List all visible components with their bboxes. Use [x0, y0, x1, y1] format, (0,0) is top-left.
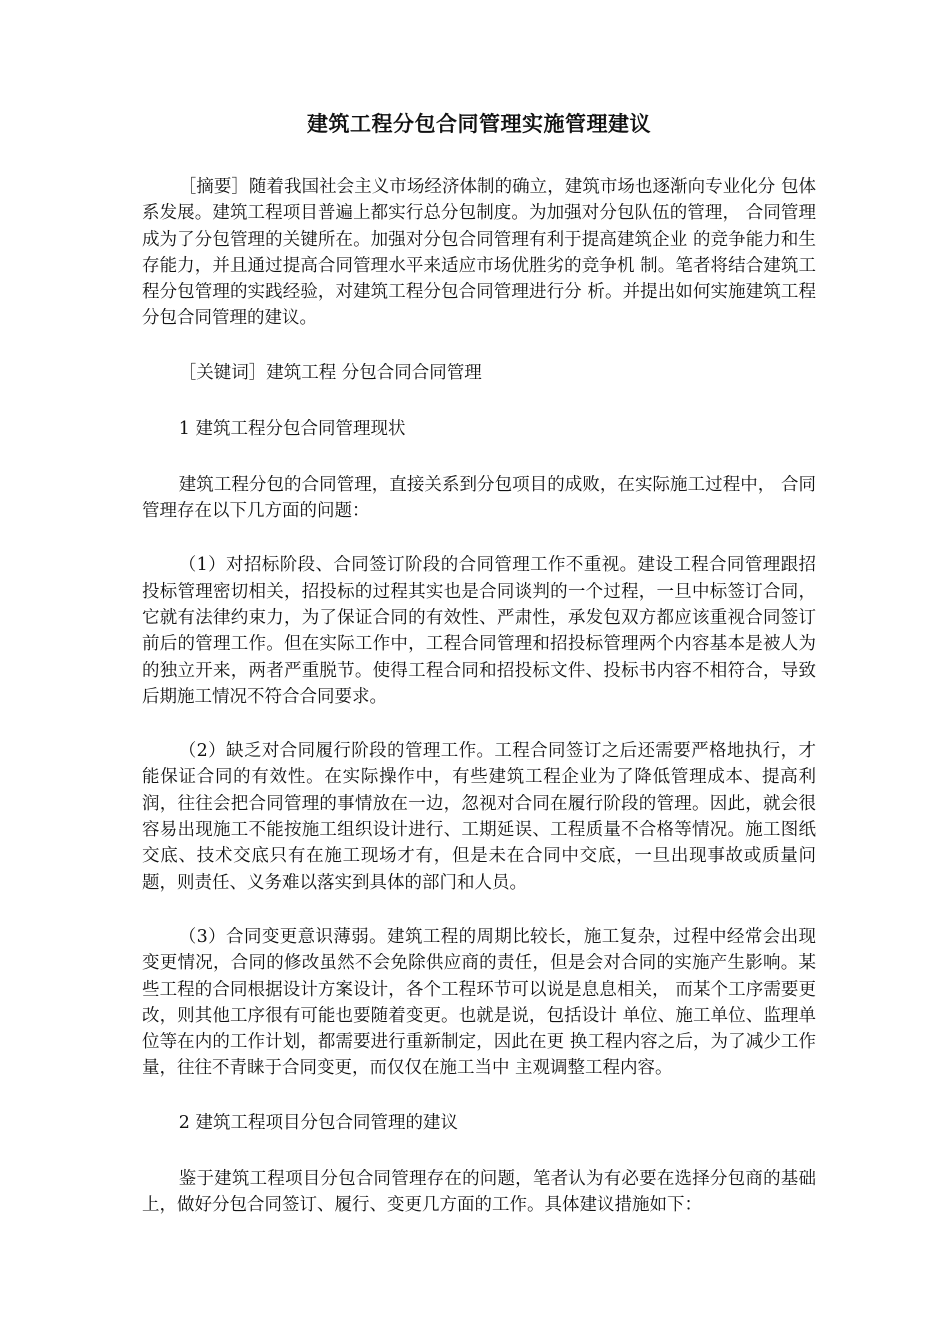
section-2-heading: 2 建筑工程项目分包合同管理的建议	[178, 1112, 458, 1133]
document-body	[142, 108, 816, 1246]
keywords-line: ［关键词］建筑工程 分包合同合同管理	[178, 362, 482, 383]
document-title: 建筑工程分包合同管理实施管理建议	[307, 111, 651, 136]
section-1-intro-paragraph: 建筑工程分包的合同管理，直接关系到分包项目的成败，在实际施工过程中， 合同管理存在以下几方面的问题：	[142, 474, 816, 522]
point-1-paragraph: （1）对招标阶段、合同签订阶段的合同管理工作不重视。建设工程合同管理跟招投标管理密切相关，招投标的过程其实也是合同谈判的一个过程，一旦中标签订合同，它就有法律约束力，为了保证合同的有效性、严肃性，承发包双方都应该重视合同签订前后的管理工作。但在实际工作中，工程合同管理和招投标管理两个内容基本是被人为的独立开来，两者严重脱节。使得工程合同和招投标文件、投标书内容不相符合，导致后期施工情况不符合合同要求。	[142, 555, 816, 707]
section-1-heading: 1 建筑工程分包合同管理现状	[178, 418, 406, 439]
point-3-paragraph: （3）合同变更意识薄弱。建筑工程的周期比较长，施工复杂，过程中经常会出现变更情况，合同的修改虽然不会免除供应商的责任，但是会对合同的实施产生影响。某些工程的合同根据设计方案设计，各个工程环节可以说是息息相关， 而某个工序需要更改，则其他工序很有可能也要随着变更。也就是说，包括设计 单位、施工单位、监理单位等在内的工作计划，都需要进行重新制定，因此在更 换工程内容之后，为了减少工作量，往往不青睐于合同变更，而仅仅在施工当中 主观调整工程内容。	[142, 926, 816, 1079]
abstract-paragraph: ［摘要］随着我国社会主义市场经济体制的确立，建筑市场也逐渐向专业化分 包体系发展。建筑工程项目普遍上都实行总分包制度。为加强对分包队伍的管理， 合同管理成为了分包管理的关键所在。加强对分包合同管理有利于提高建筑企业 的竞争能力和生存能力，并且通过提高合同管理水平来适应市场优胜劣的竞争机 制。笔者将结合建筑工程分包管理的实践经验，对建筑工程分包合同管理进行分 析。并提出如何实施建筑工程分包合同管理的建议。	[142, 177, 816, 329]
section-2-intro-paragraph: 鉴于建筑工程项目分包合同管理存在的问题，笔者认为有必要在选择分包商的基础上，做好分包合同签订、履行、变更几方面的工作。具体建议措施如下：	[142, 1168, 816, 1216]
point-2-paragraph: （2）缺乏对合同履行阶段的管理工作。工程合同签订之后还需要严格地执行，才能保证合同的有效性。在实际操作中，有些建筑工程企业为了降低管理成本、提高利润，往往会把合同管理的事情放在一边，忽视对合同在履行阶段的管理。因此，就会很容易出现施工不能按施工组织设计进行、工期延误、工程质量不合格等情况。施工图纸交底、技术交底只有在施工现场才有，但是未在合同中交底，一旦出现事故或质量问题，则责任、义务难以落实到具体的部门和人员。	[142, 741, 816, 893]
